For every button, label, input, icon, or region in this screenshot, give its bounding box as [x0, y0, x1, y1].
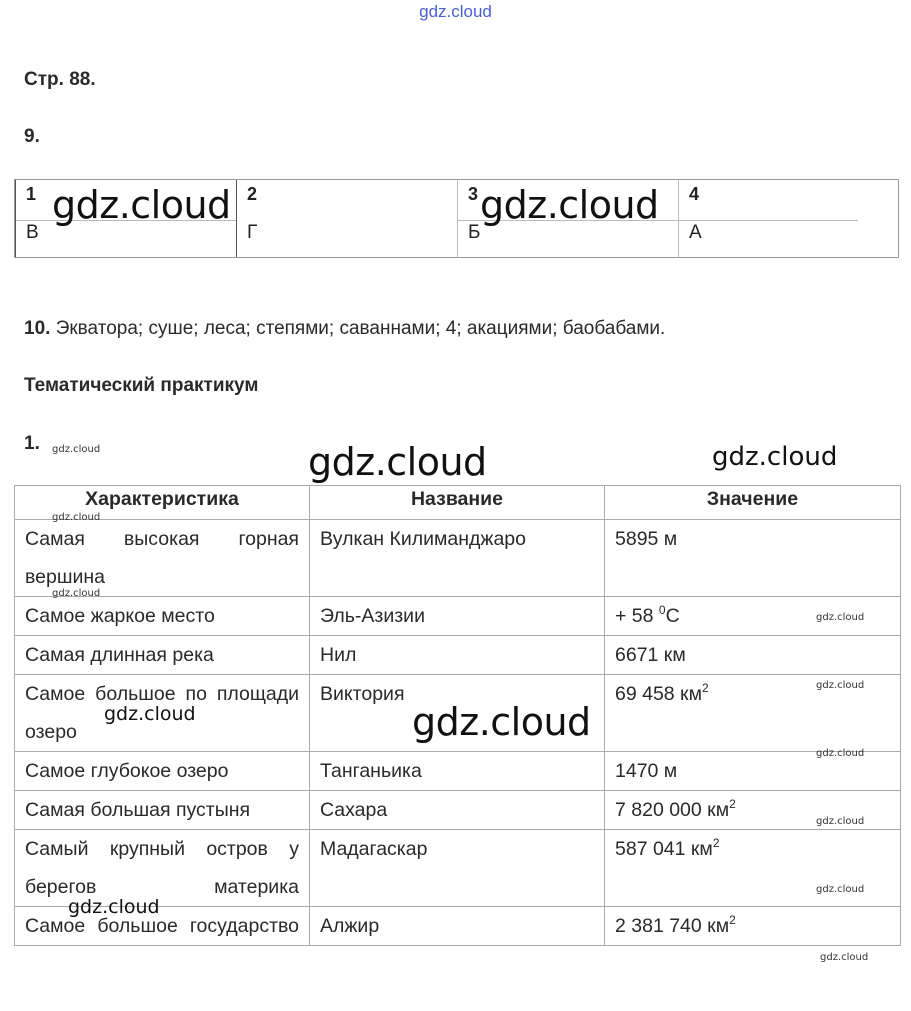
- table-row: [15, 791, 901, 830]
- watermark: gdz.cloud: [816, 680, 865, 691]
- watermark: gdz.cloud: [816, 612, 865, 623]
- value-superscript: 2: [712, 836, 720, 850]
- page-heading: Стр. 88.: [24, 69, 96, 90]
- value-superscript: 2: [729, 913, 736, 927]
- value-text: 7 820 000 км: [615, 799, 730, 821]
- section-title: Тематический практикум: [24, 375, 259, 396]
- cell-name: Нил: [310, 636, 605, 675]
- watermark: gdz.cloud: [68, 896, 160, 918]
- value-text: 6671 км: [615, 644, 686, 666]
- task1-label: 1.: [24, 433, 40, 454]
- task10: [24, 318, 665, 340]
- watermark-top: gdz.cloud: [419, 2, 492, 21]
- cell-characteristic: Самое жаркое место: [15, 597, 310, 636]
- watermark: gdz.cloud: [52, 183, 231, 227]
- watermark: gdz.cloud: [480, 183, 659, 227]
- value-text: 1470 м: [615, 760, 678, 782]
- cell-characteristic: Самый крупный остров у берегов материка: [15, 830, 310, 907]
- task9-num: 3: [468, 184, 479, 204]
- task10-text: Экватора; суше; леса; степями; саваннами; 4; акациями; баобабами.: [50, 318, 666, 339]
- header-characteristic: Характеристика: [15, 486, 310, 520]
- task9-num: 4: [689, 184, 700, 204]
- table-row: [15, 520, 901, 597]
- value-text: 69 458 км: [615, 683, 702, 705]
- task9-cell-2: [236, 180, 457, 257]
- task9-answer: А: [689, 222, 702, 243]
- watermark: gdz.cloud: [820, 952, 869, 963]
- task9-num: 2: [247, 184, 258, 204]
- task9-num: 1: [26, 184, 37, 204]
- cell-characteristic: Самое большое государство: [15, 907, 310, 946]
- value-text: + 58: [615, 605, 659, 627]
- cell-value: [605, 636, 901, 675]
- cell-characteristic: Самое большое по площади озеро: [15, 675, 310, 752]
- task9-answer: Б: [468, 222, 481, 243]
- watermark: gdz.cloud: [412, 700, 591, 744]
- watermark: gdz.cloud: [712, 442, 838, 472]
- watermark: gdz.cloud: [52, 444, 101, 455]
- value-text: 2 381 740 км: [615, 915, 730, 937]
- task9-cell-4: [678, 180, 898, 257]
- watermark: gdz.cloud: [308, 440, 487, 484]
- task9-label: 9.: [24, 126, 40, 147]
- value-superscript: 0: [658, 603, 666, 617]
- table-header-row: [15, 486, 901, 520]
- header-name: Название: [310, 486, 605, 520]
- task9-answer: Г: [247, 222, 258, 243]
- table-row: [15, 830, 901, 907]
- cell-name: Сахара: [310, 791, 605, 830]
- cell-characteristic: Самая большая пустыня: [15, 791, 310, 830]
- value-text: 5895 м: [615, 528, 678, 550]
- value-unit: С: [665, 605, 680, 627]
- cell-name: Виктория: [310, 675, 605, 752]
- value-superscript: 2: [702, 681, 709, 695]
- cell-value: [605, 907, 901, 946]
- watermark: gdz.cloud: [816, 748, 865, 759]
- cell-name: Алжир: [310, 907, 605, 946]
- cell-characteristic: Самая длинная река: [15, 636, 310, 675]
- watermark: gdz.cloud: [52, 588, 101, 599]
- task10-label: 10.: [24, 318, 51, 339]
- cell-name: Эль-Азизии: [310, 597, 605, 636]
- watermark: gdz.cloud: [816, 884, 865, 895]
- task9-answer: В: [26, 222, 39, 243]
- cell-name: Вулкан Килиманджаро: [310, 520, 605, 597]
- table-row: [15, 752, 901, 791]
- cell-name: Танганьика: [310, 752, 605, 791]
- header-value: Значение: [605, 486, 901, 520]
- cell-value: [605, 520, 901, 597]
- watermark: gdz.cloud: [52, 512, 101, 523]
- cell-characteristic: Самая высокая горная вершина: [15, 520, 310, 597]
- value-superscript: 2: [729, 797, 736, 811]
- table-row: [15, 636, 901, 675]
- cell-characteristic: Самое глубокое озеро: [15, 752, 310, 791]
- cell-name: Мадагаскар: [310, 830, 605, 907]
- value-text: 587 041 км: [615, 838, 713, 860]
- watermark: gdz.cloud: [104, 703, 196, 725]
- watermark: gdz.cloud: [816, 816, 865, 827]
- table-row: [15, 597, 901, 636]
